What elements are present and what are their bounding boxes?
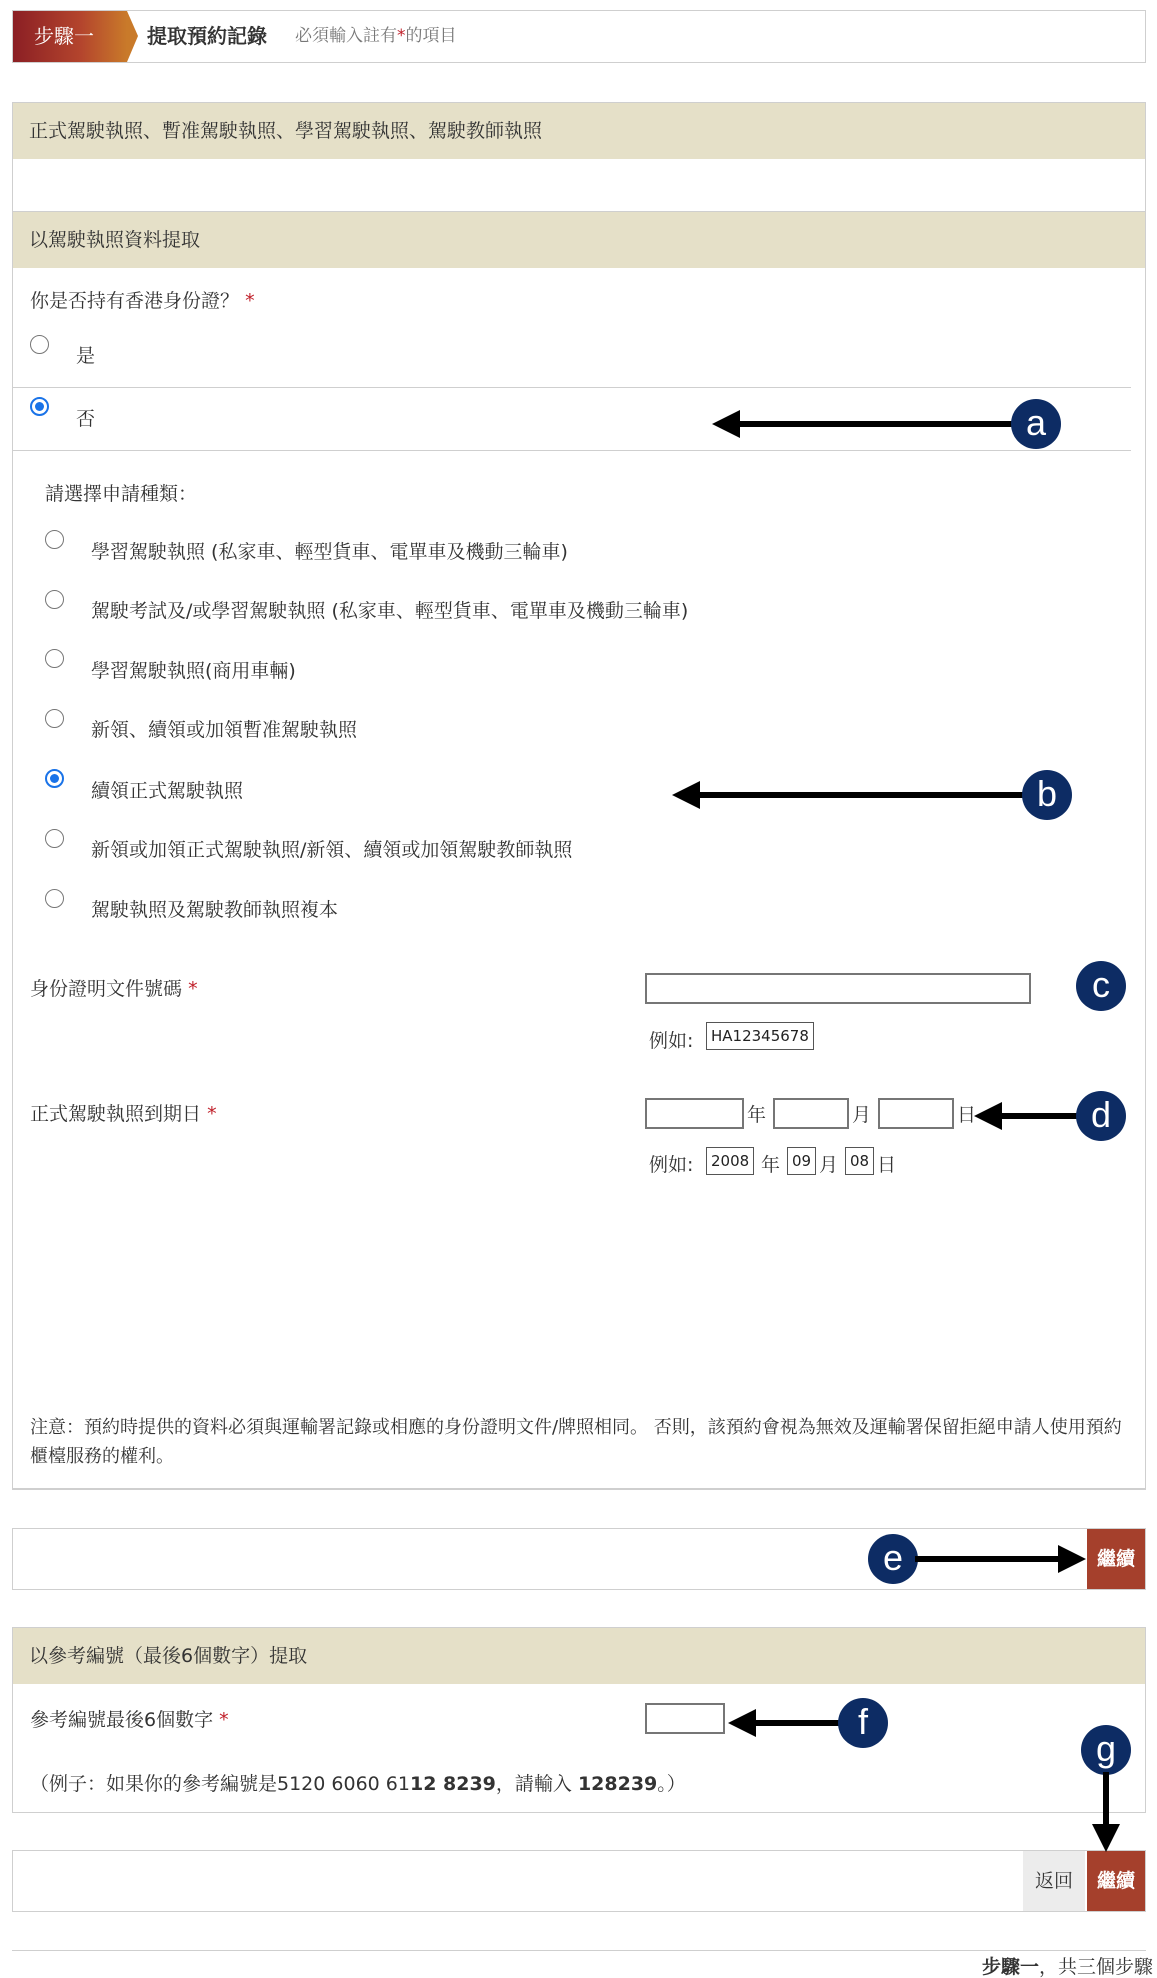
reference-number-input[interactable] [645,1703,725,1734]
arrow-f-head [728,1709,756,1737]
app-type-radio-6[interactable] [45,829,64,848]
step-badge: 步驟一 [13,11,127,62]
retrieve-by-reference-section [12,1627,1146,1813]
license-category-title: 正式駕駛執照、暫准駕駛執照、學習駕駛執照、駕駛教師執照 [13,103,1145,159]
required-note-prefix: 必須輸入註有 [295,26,397,46]
expiry-example-day: 08 [845,1147,874,1175]
expiry-year-input[interactable] [645,1098,744,1129]
divider [13,387,1131,388]
expiry-label [30,1099,217,1126]
example-month-unit: 月 [819,1154,839,1176]
arrow-g-line [1103,1772,1109,1828]
arrow-b-line [698,792,1028,798]
app-type-label-4: 新領、續領或加領暫准駕駛執照 [91,719,358,741]
retrieve-by-license-section [12,212,1146,1490]
arrow-e-line [915,1556,1061,1562]
id-doc-input[interactable] [645,973,1031,1004]
step-progress [982,1952,1153,1978]
divider [13,1488,1145,1489]
required-star: * [188,978,198,1000]
id-doc-label-text: 身份證明文件號碼 [30,978,183,1000]
app-type-radio-1[interactable] [45,530,64,549]
expiry-example-prefix: 例如: [649,1154,694,1176]
required-star: * [245,290,255,312]
callout-f: f [838,1698,888,1748]
expiry-day-input[interactable] [878,1098,954,1129]
id-example-value: HA12345678 [706,1022,814,1050]
arrow-g-head [1092,1824,1120,1852]
month-unit: 月 [852,1104,872,1126]
arrow-d-head [974,1102,1002,1130]
hkid-question-text: 你是否持有香港身份證？ [30,290,240,312]
application-type-prompt: 請選擇申請種類： [45,483,198,505]
ref-example-bold-value: 128239 [577,1773,658,1795]
hkid-yes-label: 是 [76,345,96,367]
license-category-section [12,102,1146,212]
expiry-example-year: 2008 [706,1147,754,1175]
day-unit: 日 [957,1104,977,1126]
hkid-question [30,286,255,313]
ref-example-middle: ，請輸入 [495,1773,578,1795]
app-type-label-3: 學習駕駛執照(商用車輛) [91,660,296,682]
example-year-unit: 年 [761,1154,781,1176]
app-type-label-6: 新領或加領正式駕駛執照/新領、續領或加領駕駛教師執照 [91,839,573,861]
reference-example [30,1769,686,1796]
step-progress-current: 步驟一 [981,1956,1039,1978]
ref-example-prefix: （例子：如果你的參考編號是5120 6060 61 [30,1773,410,1795]
required-note-suffix: 的項目 [405,26,457,46]
continue-bar-reference [12,1850,1146,1912]
required-star: * [219,1709,229,1731]
continue-button-reference[interactable]: 繼續 [1087,1851,1145,1911]
continue-button-license[interactable]: 繼續 [1087,1529,1145,1589]
callout-c: c [1076,961,1126,1011]
divider [12,1950,1146,1951]
step-header [12,10,1146,63]
hkid-no-label: 否 [76,408,96,430]
app-type-label-2: 駕駛考試及/或學習駕駛執照 (私家車、輕型貨車、電單車及機動三輪車) [91,600,689,622]
divider [13,450,1131,451]
app-type-radio-3[interactable] [45,649,64,668]
hkid-no-radio[interactable] [30,397,49,416]
app-type-radio-5[interactable] [45,769,64,788]
expiry-label-text: 正式駕駛執照到期日 [30,1103,202,1125]
id-example [649,1026,693,1053]
app-type-radio-4[interactable] [45,709,64,728]
ref-label [30,1705,229,1732]
expiry-example-month: 09 [787,1147,816,1175]
arrow-a-line [738,421,1018,427]
id-example-prefix: 例如: [649,1030,694,1052]
hkid-yes-radio[interactable] [30,335,49,354]
app-type-radio-2[interactable] [45,590,64,609]
ref-label-text: 參考編號最後6個數字 [30,1709,214,1731]
callout-g: g [1081,1725,1131,1775]
id-doc-label [30,974,198,1001]
expiry-month-input[interactable] [773,1098,849,1129]
app-type-label-7: 駕駛執照及駕駛教師執照複本 [91,899,339,921]
arrow-b-head [672,781,700,809]
step-badge-arrow [127,11,138,62]
required-note [295,11,457,62]
callout-d: d [1076,1091,1126,1141]
arrow-e-head [1058,1545,1086,1573]
required-note-star: * [397,26,406,46]
year-unit: 年 [747,1104,767,1126]
notice-text: 注意：預約時提供的資料必須與運輸署記錄或相應的身份證明文件/牌照相同。 否則，該預約會視為無效及運輸署保留拒絕申請人使用預約櫃檯服務的權利。 [30,1417,1122,1467]
ref-example-bold-part: 12 8239 [409,1773,496,1795]
ref-example-suffix: 。） [657,1773,686,1795]
retrieve-by-reference-title: 以參考編號（最後6個數字）提取 [13,1628,1145,1684]
arrow-f-line [754,1720,844,1726]
app-type-label-5: 續領正式駕駛執照 [91,780,244,802]
callout-a: a [1011,399,1061,449]
callout-b: b [1022,770,1072,820]
step-progress-total: ，共三個步驟 [1038,1956,1153,1978]
retrieve-by-license-title: 以駕駛執照資料提取 [13,212,1145,268]
back-button[interactable]: 返回 [1023,1851,1085,1911]
app-type-radio-7[interactable] [45,889,64,908]
callout-e: e [868,1534,918,1584]
arrow-a-head [712,410,740,438]
arrow-d-line [1000,1113,1080,1119]
page-title: 提取預約記錄 [147,24,267,48]
app-type-label-1: 學習駕駛執照 (私家車、輕型貨車、電單車及機動三輪車) [91,541,568,563]
example-day-unit: 日 [877,1154,897,1176]
required-star: * [207,1103,217,1125]
